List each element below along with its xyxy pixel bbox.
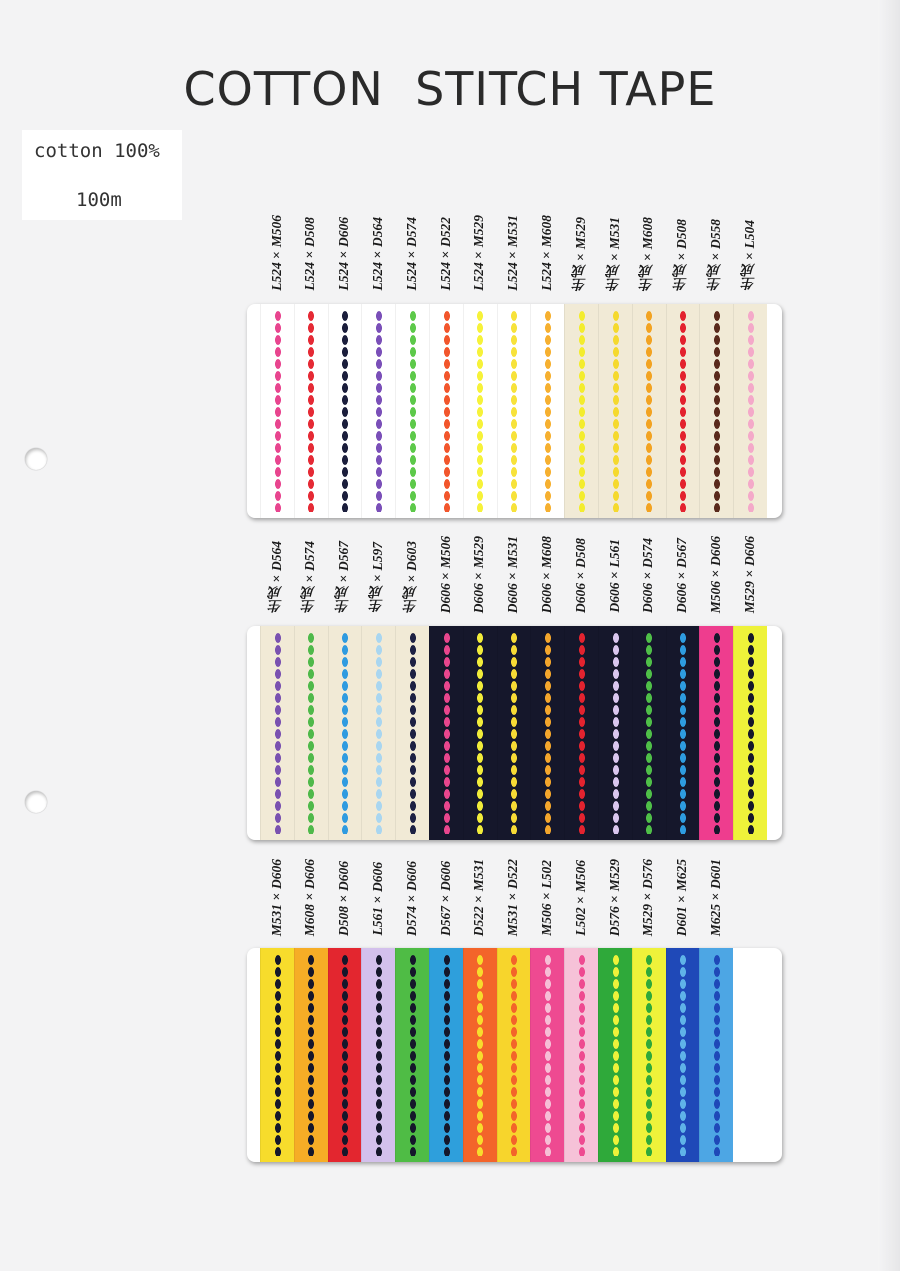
swatch-label: 生成×L597 bbox=[369, 542, 385, 613]
tape-swatch bbox=[260, 626, 294, 840]
tape-swatch bbox=[361, 304, 395, 518]
tape-swatch bbox=[260, 948, 294, 1162]
tape-swatch bbox=[530, 304, 564, 518]
swatch-label: L524×M529 bbox=[471, 215, 487, 291]
swatch-label: M531×D606 bbox=[268, 859, 284, 937]
stitch-line bbox=[545, 954, 551, 1156]
stitch-line bbox=[342, 310, 348, 512]
tape-swatch bbox=[530, 948, 564, 1162]
punch-hole-top bbox=[25, 448, 47, 470]
tape-swatch bbox=[429, 948, 463, 1162]
tape-swatch bbox=[497, 626, 531, 840]
tape-swatch bbox=[632, 304, 666, 518]
tape-swatch bbox=[361, 626, 395, 840]
stitch-line bbox=[275, 632, 281, 834]
tape-swatch bbox=[598, 626, 632, 840]
stitch-line bbox=[613, 954, 619, 1156]
stitch-line bbox=[646, 954, 652, 1156]
swatch-label: 生成×D567 bbox=[336, 541, 352, 613]
stitch-line bbox=[376, 632, 382, 834]
stitch-line bbox=[545, 632, 551, 834]
stitch-line bbox=[275, 954, 281, 1156]
swatch-label: 生成×D558 bbox=[707, 219, 723, 291]
swatch-label: L524×M506 bbox=[268, 215, 284, 291]
stitch-line bbox=[342, 954, 348, 1156]
swatch-label: M608×D606 bbox=[302, 859, 318, 937]
stitch-line bbox=[579, 310, 585, 512]
stitch-line bbox=[477, 310, 483, 512]
stitch-line bbox=[646, 310, 652, 512]
stitch-line bbox=[680, 310, 686, 512]
swatch-label: D567×D606 bbox=[437, 861, 453, 936]
stitch-line bbox=[511, 310, 517, 512]
tape-swatch bbox=[395, 304, 429, 518]
swatch-label: D606×M506 bbox=[437, 536, 453, 614]
tape-swatch bbox=[733, 626, 767, 840]
swatch-label: M506×D606 bbox=[707, 536, 723, 614]
swatch-label: 生成×D603 bbox=[403, 541, 419, 613]
tape-swatch bbox=[632, 626, 666, 840]
stitch-line bbox=[410, 310, 416, 512]
tape-swatch bbox=[497, 304, 531, 518]
stitch-line bbox=[376, 310, 382, 512]
swatch-card-row-3 bbox=[247, 948, 782, 1162]
tape-swatch bbox=[497, 948, 531, 1162]
swatch-label: L524×M608 bbox=[538, 215, 554, 291]
tape-swatch bbox=[564, 948, 598, 1162]
stitch-line bbox=[511, 954, 517, 1156]
swatch-label: 生成×M531 bbox=[606, 217, 622, 292]
stitch-line bbox=[444, 310, 450, 512]
swatch-label: D606×M531 bbox=[505, 536, 521, 614]
tape-swatch bbox=[699, 626, 733, 840]
swatch-label: L524×D522 bbox=[437, 217, 453, 291]
swatch-label: D606×D574 bbox=[640, 538, 656, 613]
stitch-line bbox=[714, 954, 720, 1156]
stitch-line bbox=[477, 954, 483, 1156]
stitch-line bbox=[748, 632, 754, 834]
tape-swatch bbox=[733, 304, 767, 518]
swatch-label: 生成×M529 bbox=[572, 217, 588, 292]
swatch-label: L502×M506 bbox=[572, 860, 588, 936]
stitch-line bbox=[275, 310, 281, 512]
stitch-line bbox=[714, 632, 720, 834]
tape-swatch bbox=[699, 948, 733, 1162]
swatch-label: L524×D606 bbox=[336, 217, 352, 291]
swatch-label: D606×D567 bbox=[674, 538, 690, 613]
stitch-line bbox=[477, 632, 483, 834]
stitch-line bbox=[308, 954, 314, 1156]
tape-swatch bbox=[598, 304, 632, 518]
tape-swatch bbox=[328, 304, 362, 518]
tape-swatch bbox=[666, 626, 700, 840]
stitch-line bbox=[444, 954, 450, 1156]
tape-swatch bbox=[328, 948, 362, 1162]
tape-swatch bbox=[260, 304, 294, 518]
tape-swatch bbox=[564, 626, 598, 840]
swatch-label: L524×M531 bbox=[505, 215, 521, 291]
swatch-label: D508×D606 bbox=[336, 861, 352, 936]
swatch-label: D601×M625 bbox=[674, 859, 690, 937]
tape-swatch bbox=[395, 626, 429, 840]
swatch-label: 生成×D508 bbox=[674, 219, 690, 291]
swatch-label: D606×M608 bbox=[538, 536, 554, 614]
swatch-label: M506×L502 bbox=[538, 860, 554, 936]
spec-length: 100m bbox=[76, 189, 122, 211]
stitch-line bbox=[308, 310, 314, 512]
page-title: COTTON STITCH TAPE bbox=[183, 62, 717, 116]
stitch-line bbox=[410, 954, 416, 1156]
stitch-line bbox=[579, 632, 585, 834]
swatch-label: L524×D574 bbox=[403, 217, 419, 291]
stitch-line bbox=[680, 632, 686, 834]
swatch-label: 生成×L504 bbox=[741, 220, 757, 291]
page-edge bbox=[878, 0, 900, 1271]
spec-material: cotton 100% bbox=[34, 140, 160, 162]
tape-swatch bbox=[463, 948, 497, 1162]
swatch-label: M531×D522 bbox=[505, 859, 521, 937]
swatch-label: 生成×D564 bbox=[268, 541, 284, 613]
tape-swatch bbox=[699, 304, 733, 518]
swatch-label: L524×D508 bbox=[302, 217, 318, 291]
stitch-line bbox=[613, 310, 619, 512]
tape-swatch bbox=[666, 948, 700, 1162]
swatch-label: D606×M529 bbox=[471, 536, 487, 614]
swatch-label: M529×D576 bbox=[640, 859, 656, 937]
tape-swatch bbox=[530, 626, 564, 840]
stitch-line bbox=[545, 310, 551, 512]
swatch-label: L561×D606 bbox=[369, 862, 385, 936]
swatch-label: D606×D508 bbox=[572, 538, 588, 613]
swatch-label: D574×D606 bbox=[403, 861, 419, 936]
swatch-label: M529×D606 bbox=[741, 536, 757, 614]
tape-swatch bbox=[598, 948, 632, 1162]
stitch-line bbox=[308, 632, 314, 834]
swatch-label: D606×L561 bbox=[606, 539, 622, 613]
stitch-line bbox=[410, 632, 416, 834]
stitch-line bbox=[511, 632, 517, 834]
swatch-card-row-2 bbox=[247, 626, 782, 840]
swatch-card-row-1 bbox=[247, 304, 782, 518]
stitch-line bbox=[748, 310, 754, 512]
tape-swatch bbox=[294, 948, 328, 1162]
swatch-label: M625×D601 bbox=[707, 859, 723, 937]
swatch-label: L524×D564 bbox=[369, 217, 385, 291]
swatch-label: 生成×M608 bbox=[640, 217, 656, 292]
stitch-line bbox=[680, 954, 686, 1156]
stitch-line bbox=[646, 632, 652, 834]
stitch-line bbox=[613, 632, 619, 834]
stitch-line bbox=[342, 632, 348, 834]
tape-swatch bbox=[666, 304, 700, 518]
swatch-label: D576×M529 bbox=[606, 859, 622, 937]
swatch-label: D522×M531 bbox=[471, 859, 487, 937]
tape-swatch bbox=[361, 948, 395, 1162]
stitch-line bbox=[579, 954, 585, 1156]
stitch-line bbox=[714, 310, 720, 512]
stitch-line bbox=[444, 632, 450, 834]
tape-swatch bbox=[429, 626, 463, 840]
tape-swatch bbox=[395, 948, 429, 1162]
tape-swatch bbox=[632, 948, 666, 1162]
tape-swatch bbox=[463, 626, 497, 840]
swatch-label: 生成×D574 bbox=[302, 541, 318, 613]
tape-swatch bbox=[429, 304, 463, 518]
punch-hole-bottom bbox=[25, 791, 47, 813]
tape-swatch bbox=[564, 304, 598, 518]
tape-swatch bbox=[294, 626, 328, 840]
tape-swatch bbox=[463, 304, 497, 518]
tape-swatch bbox=[294, 304, 328, 518]
stitch-line bbox=[376, 954, 382, 1156]
tape-swatch bbox=[328, 626, 362, 840]
